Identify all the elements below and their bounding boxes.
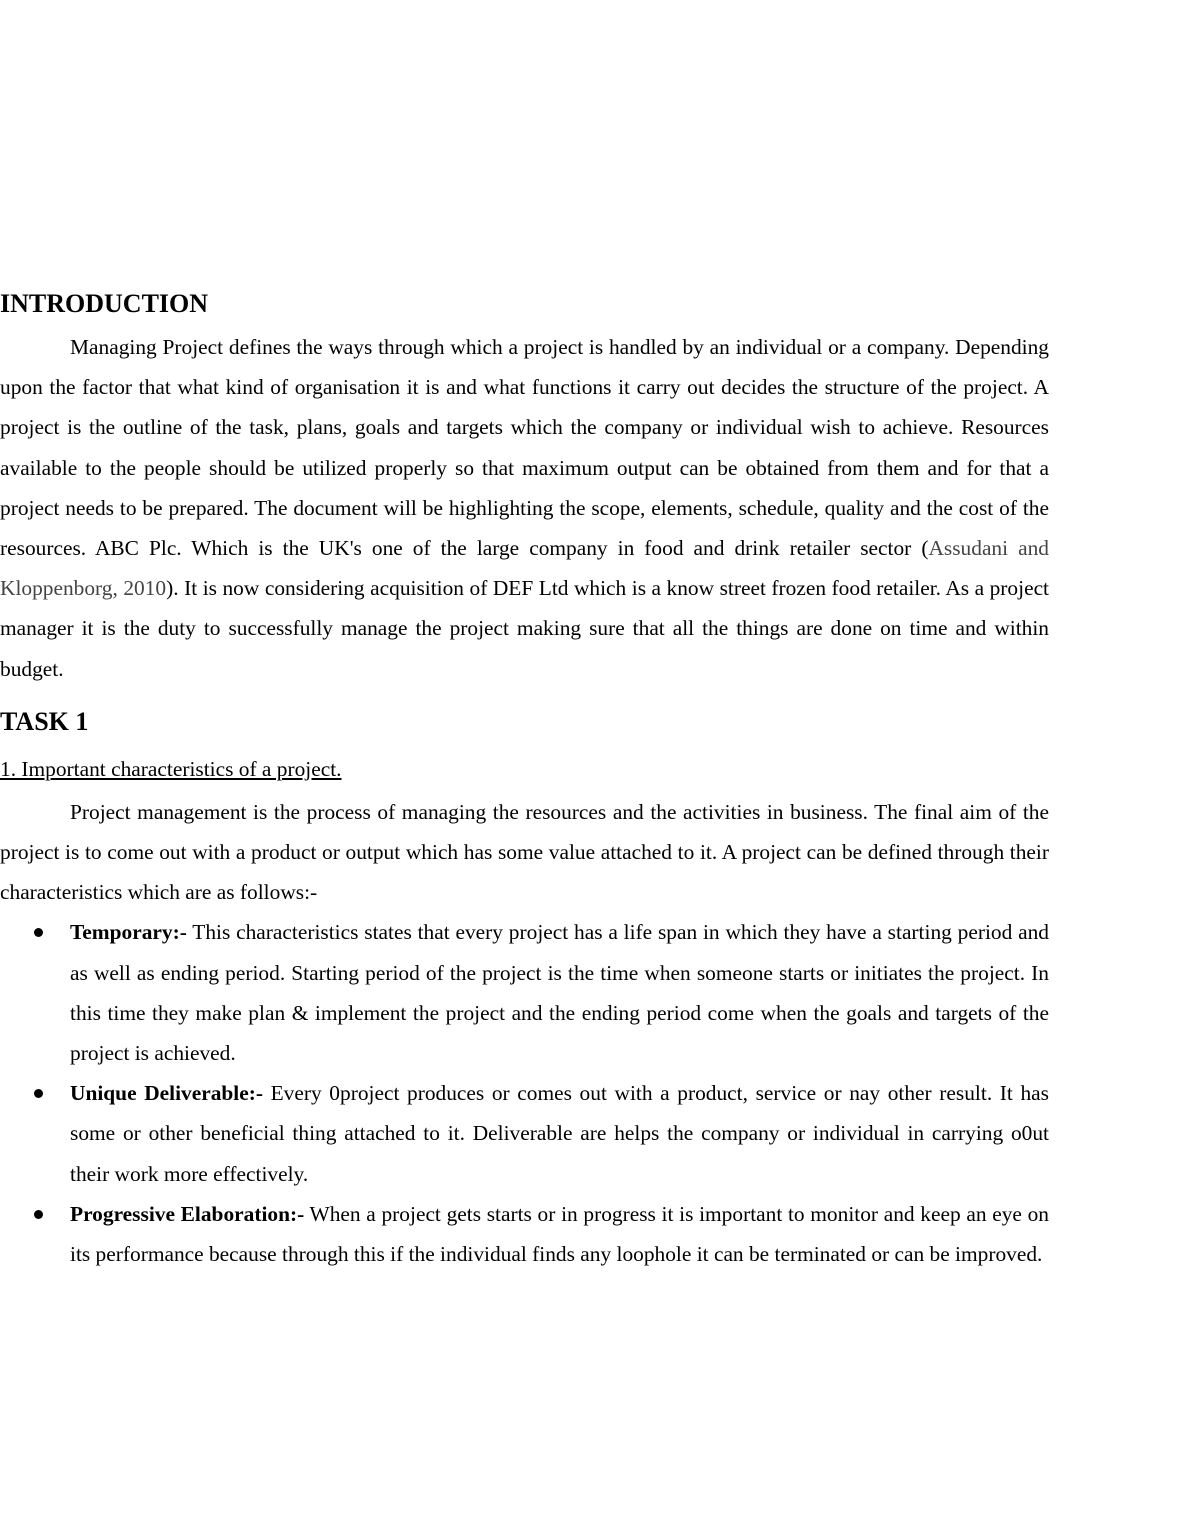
bullet-icon: [34, 928, 43, 937]
list-item: [0, 1194, 1049, 1274]
bullet-term: Temporary:-: [70, 920, 187, 945]
list-item: [0, 912, 1049, 1073]
bullet-text: Every 0project produces or comes out with a product, service or nay other result. It has some or other beneficial thing attached to it. Deliverable are helps the company or individual in carrying o0ut their work more effectively.: [70, 1081, 1049, 1186]
bullet-icon: [34, 1210, 43, 1219]
list-item: [0, 1073, 1049, 1194]
introduction-paragraph: [0, 327, 1049, 689]
document-body: [0, 287, 1049, 1274]
introduction-heading: INTRODUCTION: [0, 289, 209, 318]
characteristics-list: [0, 912, 1049, 1274]
bullet-text: This characteristics states that every project has a life span in which they have a starting period and as well as ending period. Starting period of the project is the time when someone starts or initiates the project. In this time they make plan & implement the project and the ending period come when the goals and targets of the project is achieved.: [70, 920, 1049, 1066]
task1-heading: TASK 1: [0, 706, 89, 736]
bullet-term: Unique Deliverable:-: [70, 1081, 263, 1106]
bullet-icon: [34, 1089, 43, 1098]
bullet-text: When a project gets starts or in progress it is important to monitor and keep an eye on its performance because through this if the individual finds any loophole it can be terminated or can be improved.: [70, 1201, 1049, 1267]
introduction-text-part2: ). It is now considering acquisition of DEF Ltd which is a know street frozen food retailer. As a project manager it is the duty to successfully manage the project making sure that all the things are done on time and within budget.: [0, 576, 1050, 681]
introduction-citation: Assudani and Kloppenborg, 2010: [0, 536, 1049, 601]
task1-section-title: 1. Important characteristics of a project.: [0, 756, 342, 781]
bullet-term: Progressive Elaboration:-: [70, 1201, 305, 1226]
introduction-text-part1: Managing Project defines the ways through which a project is handled by an individual or a company. Depending upon the factor that what kind of organisation it is and what functions it carry out decides the structure of the project. A project is the outline of the task, plans, goals and targets which the company or individual wish to achieve. Resources available to the people should be utilized properly so that maximum output can be obtained from them and for that a project needs to be prepared. The document will be highlighting the scope, elements, schedule, quality and the cost of the resources. ABC Plc. Which is the UK's one of the large company in food and drink retailer sector (: [0, 335, 1049, 561]
task1-paragraph: Project management is the process of managing the resources and the activities in business. The final aim of the project is to come out with a product or output which has some value attached to it. A project can be defined through their characteristics which are as follows:-: [0, 799, 1049, 905]
